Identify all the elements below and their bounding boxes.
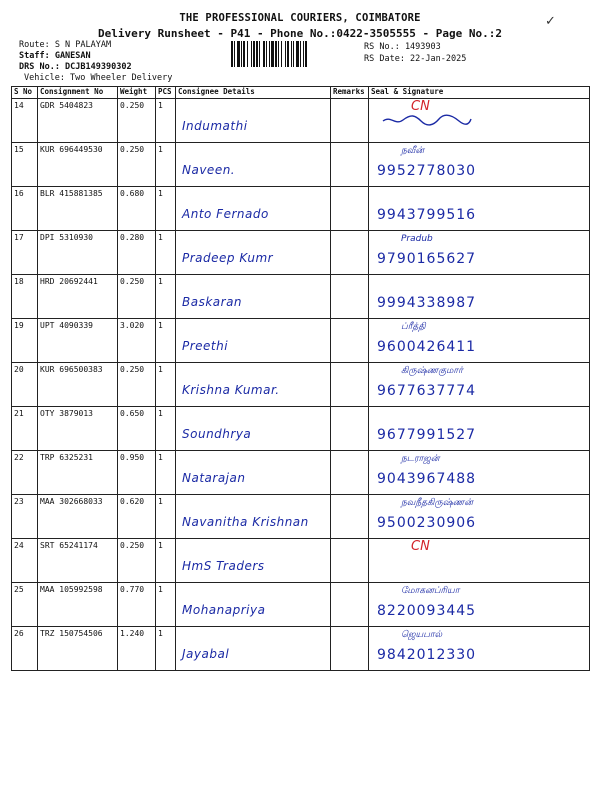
consignee-name: Anto Fernado — [182, 207, 269, 221]
seal-signature — [369, 319, 590, 363]
consignee-name: Preethi — [182, 339, 229, 353]
remarks — [331, 143, 369, 187]
weight: 3.020 — [118, 319, 156, 363]
consignee-details — [176, 407, 331, 451]
delivery-table — [11, 86, 590, 671]
remarks — [331, 583, 369, 627]
serial-number: 23 — [12, 495, 38, 539]
remarks — [331, 319, 369, 363]
barcode-bar — [243, 41, 245, 67]
seal-signature — [369, 583, 590, 627]
consignee-details — [176, 363, 331, 407]
phone-number: 8220093445 — [377, 603, 477, 619]
vehicle-label: Vehicle: Two Wheeler Delivery — [24, 73, 173, 83]
col-pcs: PCS — [156, 87, 176, 99]
seal-signature — [369, 231, 590, 275]
weight: 0.680 — [118, 187, 156, 231]
pieces: 1 — [156, 451, 176, 495]
consignee-name: Natarajan — [182, 471, 246, 485]
consignee-details — [176, 231, 331, 275]
scribble-signature — [381, 113, 473, 127]
pieces: 1 — [156, 231, 176, 275]
barcode-bar — [237, 41, 240, 67]
signature: நவநீதகிருஷ்ணன் — [401, 498, 473, 508]
seal-signature — [369, 627, 590, 671]
consignee-details — [176, 539, 331, 583]
remarks — [331, 231, 369, 275]
barcode-bar — [296, 41, 299, 67]
serial-number: 18 — [12, 275, 38, 319]
pieces: 1 — [156, 627, 176, 671]
consignee-name: Indumathi — [182, 119, 248, 133]
phone-number: 9600426411 — [377, 339, 477, 355]
check-mark-icon: ✓ — [545, 14, 556, 29]
serial-number: 14 — [12, 99, 38, 143]
barcode-bar — [256, 41, 258, 67]
pieces: 1 — [156, 539, 176, 583]
pieces: 1 — [156, 407, 176, 451]
remarks — [331, 187, 369, 231]
barcode — [230, 41, 358, 67]
consignee-details — [176, 143, 331, 187]
weight: 0.250 — [118, 363, 156, 407]
barcode-bar — [253, 41, 255, 67]
consignee-name: Naveen. — [182, 163, 236, 177]
consignee-name: Soundhrya — [182, 427, 252, 441]
serial-number: 24 — [12, 539, 38, 583]
pieces: 1 — [156, 363, 176, 407]
table-row — [12, 187, 590, 231]
signature: ஜெயபால் — [401, 630, 443, 640]
serial-number: 26 — [12, 627, 38, 671]
phone-number: 9500230906 — [377, 515, 477, 531]
barcode-bar — [271, 41, 274, 67]
consignee-name: Pradeep Kumr — [182, 251, 274, 265]
barcode-bar — [251, 41, 252, 67]
col-consignment: Consignment No — [38, 87, 118, 99]
serial-number: 20 — [12, 363, 38, 407]
barcode-bar — [291, 41, 292, 67]
serial-number: 22 — [12, 451, 38, 495]
staff-label: Staff: GANESAN — [19, 51, 91, 61]
table-row — [12, 319, 590, 363]
pieces: 1 — [156, 143, 176, 187]
seal-signature — [369, 539, 590, 583]
phone-number: 9842012330 — [377, 647, 477, 663]
barcode-bar — [275, 41, 277, 67]
consignment-number: TRZ 150754506 — [38, 627, 118, 671]
consignee-details — [176, 495, 331, 539]
signature: Pradub — [401, 234, 433, 244]
phone-number: 9677637774 — [377, 383, 477, 399]
drs-number: DRS No.: DCJB149390302 — [19, 62, 132, 72]
consignment-number: UPT 4090339 — [38, 319, 118, 363]
table-row — [12, 363, 590, 407]
barcode-bar — [281, 41, 282, 67]
consignment-number: KUR 696500383 — [38, 363, 118, 407]
seal-signature — [369, 275, 590, 319]
consignee-details — [176, 319, 331, 363]
signature: மோகனப்ரியா — [401, 586, 460, 596]
seal-signature — [369, 363, 590, 407]
runsheet-title: Delivery Runsheet - P41 - Phone No.:0422-3505555 - Page No.:2 — [98, 27, 502, 40]
barcode-bar — [305, 41, 307, 67]
table-row — [12, 583, 590, 627]
remarks — [331, 363, 369, 407]
phone-number: 9943799516 — [377, 207, 477, 223]
weight: 0.250 — [118, 539, 156, 583]
signature: ப்ரீத்தி — [401, 322, 426, 332]
cn-stamp: CN — [411, 539, 430, 554]
remarks — [331, 275, 369, 319]
col-weight: Weight — [118, 87, 156, 99]
barcode-bar — [259, 41, 260, 67]
consignment-number: DPI 5310930 — [38, 231, 118, 275]
barcode-bar — [269, 41, 270, 67]
weight: 0.620 — [118, 495, 156, 539]
table-row — [12, 495, 590, 539]
consignment-number: MAA 302668033 — [38, 495, 118, 539]
signature: கிருஷ்ணகுமார் — [401, 366, 463, 376]
company-name: THE PROFESSIONAL COURIERS, COIMBATORE — [179, 12, 421, 24]
remarks — [331, 99, 369, 143]
seal-signature — [369, 451, 590, 495]
consignment-number: TRP 6325231 — [38, 451, 118, 495]
rs-number: RS No.: 1493903 — [364, 42, 441, 52]
pieces: 1 — [156, 319, 176, 363]
table-row — [12, 407, 590, 451]
consignment-number: BLR 415881385 — [38, 187, 118, 231]
seal-signature — [369, 407, 590, 451]
phone-number: 9043967488 — [377, 471, 477, 487]
weight: 0.250 — [118, 143, 156, 187]
serial-number: 25 — [12, 583, 38, 627]
remarks — [331, 495, 369, 539]
pieces: 1 — [156, 495, 176, 539]
col-consignee: Consignee Details — [176, 87, 331, 99]
remarks — [331, 407, 369, 451]
weight: 0.280 — [118, 231, 156, 275]
serial-number: 21 — [12, 407, 38, 451]
remarks — [331, 539, 369, 583]
consignee-details — [176, 99, 331, 143]
table-row — [12, 275, 590, 319]
consignee-name: Baskaran — [182, 295, 243, 309]
weight: 1.240 — [118, 627, 156, 671]
barcode-bar — [293, 41, 294, 67]
remarks — [331, 627, 369, 671]
consignment-number: GDR 5404823 — [38, 99, 118, 143]
serial-number: 17 — [12, 231, 38, 275]
table-row — [12, 99, 590, 143]
consignee-name: Jayabal — [182, 647, 230, 661]
table-row — [12, 539, 590, 583]
seal-signature — [369, 99, 590, 143]
consignment-number: OTY 3879013 — [38, 407, 118, 451]
weight: 0.950 — [118, 451, 156, 495]
col-seal: Seal & Signature — [369, 87, 590, 99]
serial-number: 15 — [12, 143, 38, 187]
weight: 0.250 — [118, 99, 156, 143]
phone-number: 9952778030 — [377, 163, 477, 179]
consignee-name: Krishna Kumar. — [182, 383, 280, 397]
phone-number: 9790165627 — [377, 251, 477, 267]
consignee-name: Mohanapriya — [182, 603, 266, 617]
col-remarks: Remarks — [331, 87, 369, 99]
weight: 0.770 — [118, 583, 156, 627]
signature: நவீன் — [401, 146, 425, 156]
weight: 0.650 — [118, 407, 156, 451]
serial-number: 19 — [12, 319, 38, 363]
pieces: 1 — [156, 275, 176, 319]
barcode-bar — [234, 41, 235, 67]
table-row — [12, 231, 590, 275]
table-header-row — [12, 87, 590, 99]
barcode-bar — [266, 41, 267, 67]
table-row — [12, 451, 590, 495]
pieces: 1 — [156, 583, 176, 627]
barcode-bar — [263, 41, 265, 67]
barcode-bar — [287, 41, 289, 67]
seal-signature — [369, 143, 590, 187]
cn-stamp: CN — [411, 99, 430, 114]
col-sno: S No — [12, 87, 38, 99]
phone-number: 9677991527 — [377, 427, 477, 443]
seal-signature — [369, 187, 590, 231]
consignment-number: HRD 20692441 — [38, 275, 118, 319]
serial-number: 16 — [12, 187, 38, 231]
consignee-details — [176, 627, 331, 671]
signature: நடராஜன் — [401, 454, 440, 464]
rs-date: RS Date: 22-Jan-2025 — [364, 54, 467, 64]
barcode-bar — [300, 41, 301, 67]
consignment-number: KUR 696449530 — [38, 143, 118, 187]
barcode-bar — [231, 41, 233, 67]
remarks — [331, 451, 369, 495]
route-label: Route: S N PALAYAM — [19, 40, 112, 50]
seal-signature — [369, 495, 590, 539]
weight: 0.250 — [118, 275, 156, 319]
consignee-details — [176, 187, 331, 231]
consignee-details — [176, 451, 331, 495]
barcode-bar — [278, 41, 279, 67]
phone-number: 9994338987 — [377, 295, 477, 311]
consignment-number: MAA 105992598 — [38, 583, 118, 627]
barcode-bar — [241, 41, 242, 67]
consignment-number: SRT 65241174 — [38, 539, 118, 583]
barcode-bar — [303, 41, 304, 67]
barcode-bar — [247, 41, 248, 67]
consignee-details — [176, 275, 331, 319]
barcode-bar — [285, 41, 286, 67]
table-row — [12, 627, 590, 671]
pieces: 1 — [156, 99, 176, 143]
consignee-details — [176, 583, 331, 627]
consignee-name: Navanitha Krishnan — [182, 515, 309, 529]
table-row — [12, 143, 590, 187]
pieces: 1 — [156, 187, 176, 231]
consignee-name: HmS Traders — [182, 559, 265, 573]
